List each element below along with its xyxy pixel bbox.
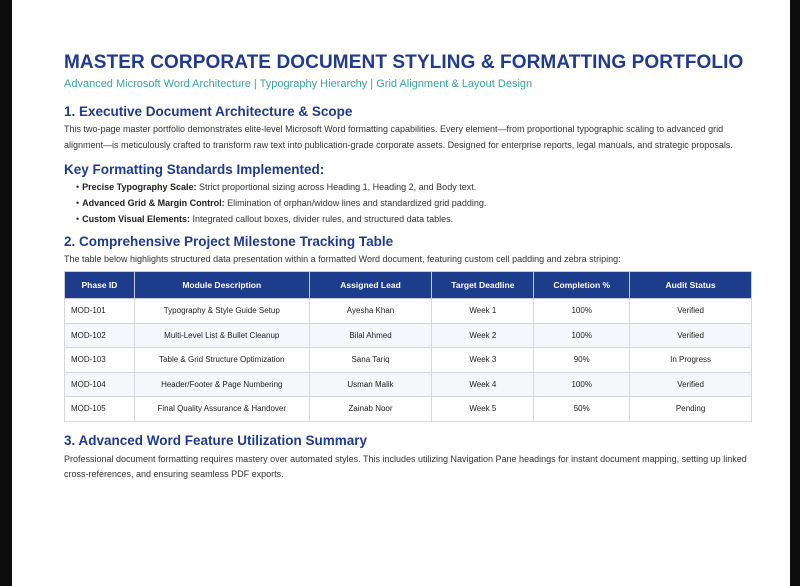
table-row [65, 348, 752, 373]
bullet-icon: • [76, 182, 80, 192]
table-cell: Week 2 [432, 323, 534, 348]
table-cell: Sana Tariq [309, 348, 432, 373]
table-cell: Verified [630, 323, 752, 348]
table-cell: MOD-102 [65, 323, 135, 348]
table-cell: Week 5 [432, 397, 534, 422]
standards-item [76, 195, 754, 211]
column-header: Module Description [134, 272, 309, 299]
table-cell: 100% [534, 323, 630, 348]
table-cell: Usman Malik [309, 372, 432, 397]
standards-item [76, 211, 754, 227]
table-cell: Week 3 [432, 348, 534, 373]
table-cell: 100% [534, 299, 630, 324]
table-cell: Bilal Ahmed [309, 323, 432, 348]
column-header: Target Deadline [432, 272, 534, 299]
document-title: MASTER CORPORATE DOCUMENT STYLING & FORMATTING PORTFOLIO [64, 52, 744, 73]
table-cell: Final Quality Assurance & Handover [134, 397, 309, 422]
document-subtitle: Advanced Microsoft Word Architecture | Typography Hierarchy | Grid Alignment & Layout Design [64, 78, 533, 90]
section2-heading: 2. Comprehensive Project Milestone Tracking Table [64, 234, 394, 249]
standards-item-label: Precise Typography Scale: [82, 182, 197, 192]
bullet-icon: • [76, 198, 80, 208]
section3-body: Professional document formatting requires mastery over automated styles. This includes utilizing Navigation Pane headings for instant document mapping, setting up linked cross-references, and ensuring seamless PDF exports. [64, 453, 747, 479]
milestone-table [64, 271, 752, 422]
table-row [65, 372, 752, 397]
standards-item-text: Integrated callout boxes, divider rules, and structured data tables. [190, 214, 454, 224]
table-cell: Verified [630, 372, 752, 397]
standards-item-text: Elimination of orphan/widow lines and standardized grid padding. [224, 198, 487, 208]
bullet-icon: • [76, 214, 80, 224]
table-cell: In Progress [630, 348, 752, 373]
section1-body: This two-page master portfolio demonstrates elite-level Microsoft Word formatting capabilities. Every element—from proportional typographic scaling to advanced grid alignment—is meticulously crafted to transform raw text into publication-grade corporate assets. Designed for enterprise reports, legal manuals, and strategic proposals. [64, 124, 733, 150]
table-cell: MOD-101 [65, 299, 135, 324]
table-cell: Ayesha Khan [309, 299, 432, 324]
section1-heading: 1. Executive Document Architecture & Scope [64, 104, 353, 119]
table-cell: Week 4 [432, 372, 534, 397]
table-cell: Typography & Style Guide Setup [134, 299, 309, 324]
section2-intro: The table below highlights structured data presentation within a formatted Word document, featuring custom cell padding and zebra striping: [64, 254, 621, 264]
standards-list [76, 179, 754, 227]
table-cell: MOD-105 [65, 397, 135, 422]
column-header: Phase ID [65, 272, 135, 299]
table-cell: 100% [534, 372, 630, 397]
standards-item-label: Advanced Grid & Margin Control: [82, 198, 225, 208]
table-cell: 50% [534, 397, 630, 422]
page-content [64, 54, 754, 482]
table-cell: Multi-Level List & Bullet Cleanup [134, 323, 309, 348]
column-header: Audit Status [630, 272, 752, 299]
standards-item-label: Custom Visual Elements: [82, 214, 191, 224]
table-cell: Zainab Noor [309, 397, 432, 422]
section3-heading: 3. Advanced Word Feature Utilization Summary [64, 432, 368, 448]
table-cell: Pending [630, 397, 752, 422]
table-header-row [65, 272, 752, 299]
table-row [65, 397, 752, 422]
column-header: Assigned Lead [309, 272, 432, 299]
table-cell: Verified [630, 299, 752, 324]
standards-item [76, 179, 754, 195]
table-cell: Week 1 [432, 299, 534, 324]
table-cell: MOD-104 [65, 372, 135, 397]
column-header: Completion % [534, 272, 630, 299]
table-cell: 90% [534, 348, 630, 373]
standards-heading: Key Formatting Standards Implemented: [64, 162, 325, 177]
table-cell: MOD-103 [65, 348, 135, 373]
standards-item-text: Strict proportional sizing across Heading 1, Heading 2, and Body text. [196, 182, 477, 192]
document-page [12, 0, 790, 586]
table-row [65, 299, 752, 324]
table-cell: Header/Footer & Page Numbering [134, 372, 309, 397]
table-row [65, 323, 752, 348]
table-cell: Table & Grid Structure Optimization [134, 348, 309, 373]
